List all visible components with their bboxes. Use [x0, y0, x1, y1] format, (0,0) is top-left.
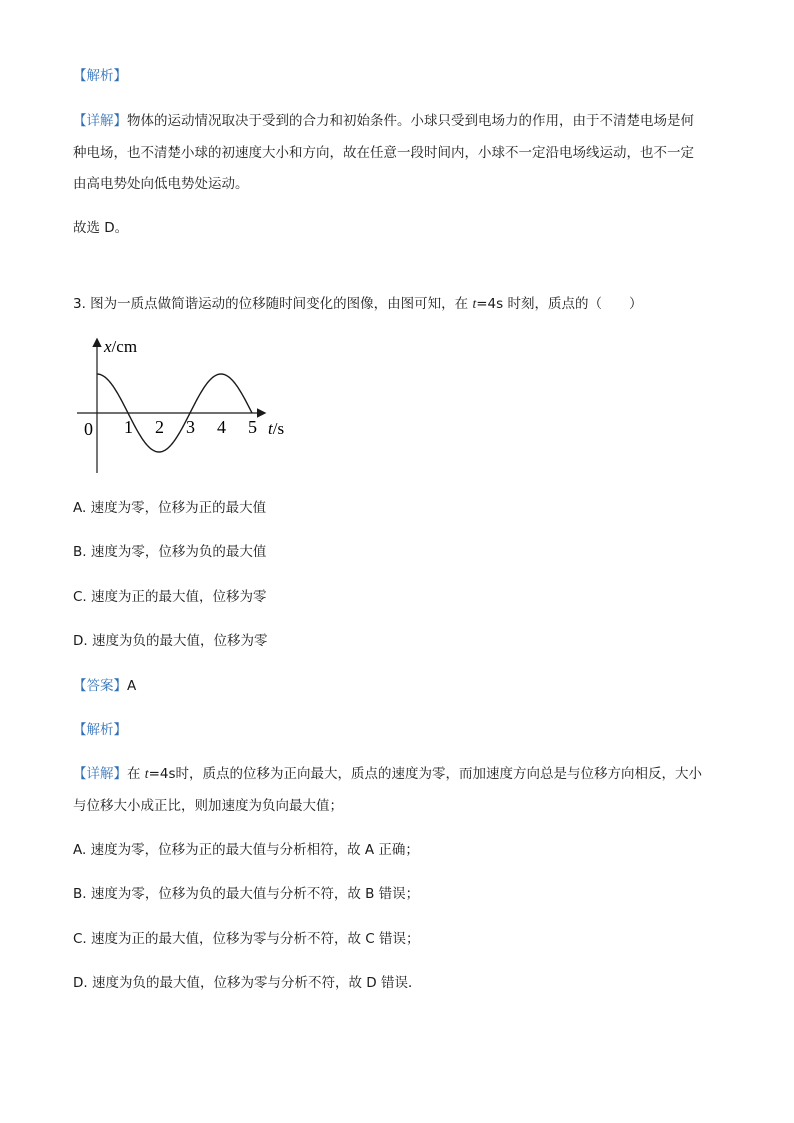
option-c: C. 速度为正的最大值，位移为零 — [73, 589, 267, 605]
displacement-time-graph — [72, 332, 292, 478]
answer-line — [73, 676, 136, 696]
question-3-stem — [73, 294, 642, 314]
xiangjie-paragraph-1-line-1 — [73, 111, 694, 131]
question-3-stem-suffix: 时刻，质点的（ ） — [503, 296, 643, 312]
xiangjie-2-t-var: t — [144, 766, 149, 781]
x-tick-label: 3 — [186, 417, 195, 437]
origin-label: 0 — [84, 419, 93, 439]
question-3-stem-prefix: 3. 图为一质点做简谐运动的位移随时间变化的图像，由图可知，在 — [73, 296, 473, 312]
analysis-b: B. 速度为零，位移为负的最大值与分析不符，故 B 错误； — [73, 886, 420, 902]
x-tick-label: 4 — [217, 417, 226, 437]
question-3-t-var: t — [472, 296, 477, 311]
x-tick-label: 1 — [124, 417, 133, 437]
xiangjie-paragraph-2-line-2: 与位移大小成正比，则加速度为负向最大值； — [73, 798, 343, 814]
y-axis-label-unit: /cm — [111, 337, 138, 356]
xiangjie-paragraph-2-line-1 — [73, 764, 702, 784]
y-axis-label-var: x — [104, 337, 112, 356]
x-axis-label-unit: /s — [272, 419, 285, 438]
answer-value: A — [127, 678, 137, 694]
analysis-a: A. 速度为零，位移为正的最大值与分析相符，故 A 正确； — [73, 842, 419, 858]
conclusion-1: 故选 D。 — [73, 220, 129, 236]
x-tick-label: 2 — [155, 417, 164, 437]
answer-tag: 【答案】 — [73, 678, 127, 694]
xiangjie-paragraph-1-line-3: 由高电势处向低电势处运动。 — [73, 176, 249, 192]
x-tick-labels — [124, 417, 257, 437]
analysis-d: D. 速度为负的最大值，位移为零与分析不符，故 D 错误． — [73, 975, 422, 991]
x-axis-label-var: t — [268, 419, 273, 438]
xiangjie-text-1: 物体的运动情况取决于受到的合力和初始条件。小球只受到电场力的作用，由于不清楚电场是何 — [127, 113, 694, 129]
xiangjie-tag-1: 【详解】 — [73, 113, 127, 129]
xiangjie-paragraph-1-line-2: 种电场，也不清楚小球的初速度大小和方向，故在任意一段时间内，小球不一定沿电场线运动，也不一定 — [73, 145, 694, 161]
xiangjie-tag-2: 【详解】 — [73, 766, 127, 782]
xiangjie-2-suffix: 时，质点的位移为正向最大，质点的速度为零，而加速度方向总是与位移方向相反，大小 — [175, 766, 702, 782]
y-axis-label — [103, 337, 137, 356]
question-3-t-value: =4s — [476, 296, 504, 312]
jiexi-tag-1: 【解析】 — [73, 68, 127, 84]
option-a: A. 速度为零，位移为正的最大值 — [73, 500, 267, 516]
xiangjie-2-prefix: 在 — [127, 766, 145, 782]
x-tick-label: 5 — [248, 417, 257, 437]
xiangjie-2-t-value: =4s — [148, 766, 176, 782]
option-d: D. 速度为负的最大值，位移为零 — [73, 633, 268, 649]
analysis-c: C. 速度为正的最大值，位移为零与分析不符，故 C 错误； — [73, 931, 420, 947]
x-axis-label — [268, 419, 284, 438]
option-b: B. 速度为零，位移为负的最大值 — [73, 544, 267, 560]
jiexi-tag-2: 【解析】 — [73, 722, 127, 738]
